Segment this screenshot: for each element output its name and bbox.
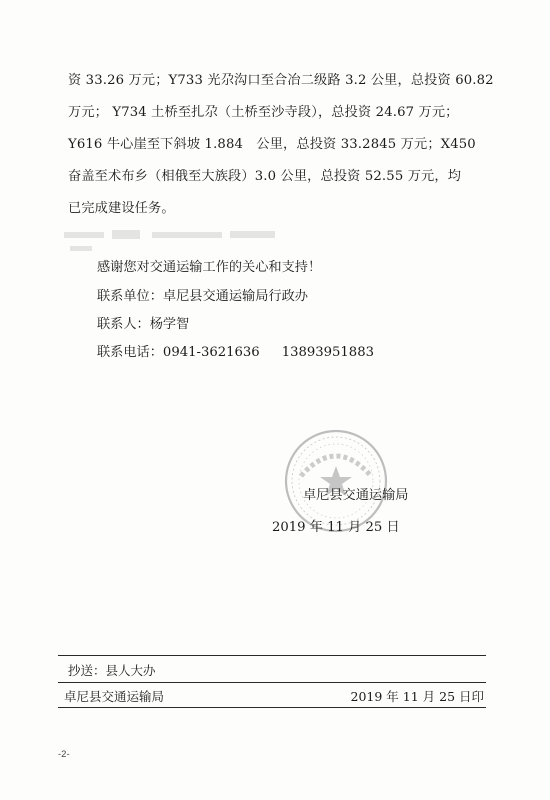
footer-divider-middle [58, 682, 486, 683]
cc-line: 抄送：县人大办 [68, 663, 156, 678]
contact-phone [97, 343, 374, 363]
footer-divider-top [58, 655, 486, 656]
bleed-through-mark [60, 226, 320, 258]
body-text-line-5: 已完成建设任务。 [68, 201, 175, 216]
contact-person: 联系人：杨学智 [97, 317, 190, 332]
page-number: -2- [58, 749, 70, 760]
contact-unit: 联系单位：卓尼县交通运输局行政办 [97, 289, 308, 304]
body-text-line-4: 奋盖至术布乡（相俄至大族段）3.0 公里，总投资 52.55 万元，均 [68, 169, 462, 184]
body-text-line-3: Y616 牛心崖至下斜坡 1.884 公里，总投资 33.2845 万元；X450 [68, 137, 476, 152]
footer-print-date: 2019 年 11 月 25 日印 [350, 689, 484, 704]
body-text-line-1: 资 33.26 万元；Y733 光尕沟口至合冶二级路 3.2 公里，总投资 60.82 [68, 73, 494, 88]
contact-phone-mobile: 13893951883 [281, 345, 374, 360]
contact-phone-landline: 联系电话：0941-3621636 [97, 345, 260, 360]
footer-organization: 卓尼县交通运输局 [64, 689, 165, 704]
footer-divider-bottom [58, 707, 486, 708]
signature-organization: 卓尼县交通运输局 [303, 488, 409, 503]
thanks-line: 感谢您对交通运输工作的关心和支持！ [97, 260, 322, 275]
body-text-line-2: 万元； Y734 土桥至扎尕（土桥至沙寺段），总投资 24.67 万元； [68, 105, 459, 120]
signature-date: 2019 年 11 月 25 日 [272, 520, 400, 535]
